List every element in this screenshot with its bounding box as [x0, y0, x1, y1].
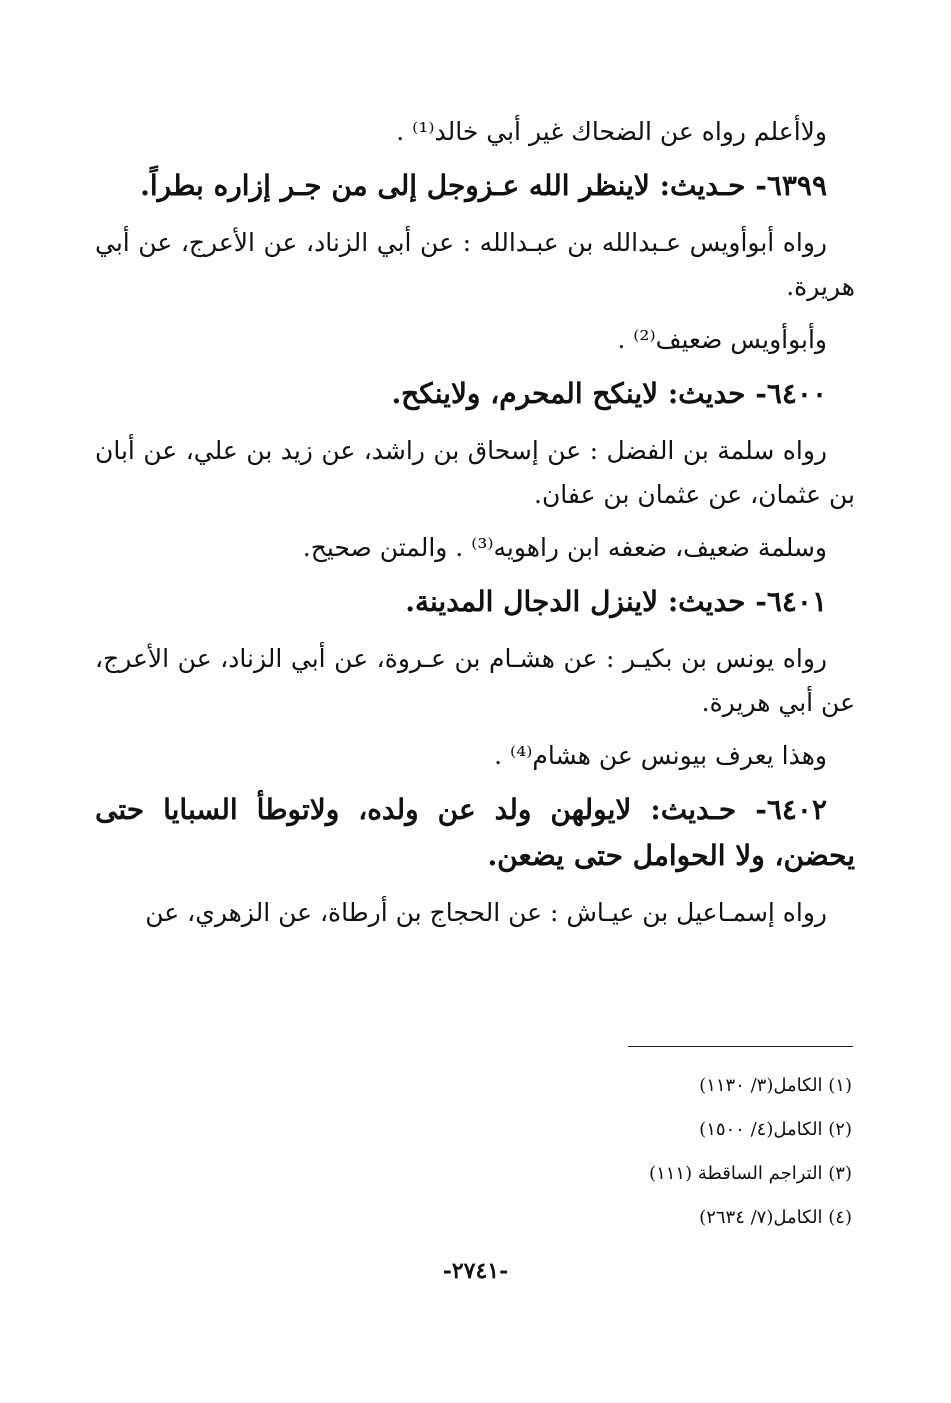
hadith-heading-6402: ٦٤٠٢- حـديث: لايولهن ولد عن ولده، ولاتوطأ السبايا حتى يحضن، ولا الحوامل حتى يضعن. — [95, 793, 855, 872]
hadith-heading-6401: ٦٤٠١- حديث: لاينزل الدجال المدينة. — [405, 585, 827, 618]
footnote-2: (٢) الكامل(٤/ ١٥٠٠) — [699, 1119, 852, 1140]
paragraph: رواه إسمـاعيل بن عيـاش : عن الحجاج بن أرطاة، عن الزهري، عن — [145, 898, 827, 927]
paragraph: رواه سلمة بن الفضل : عن إسحاق بن راشد، عن زيد بن علي، عن أبان بن عثمان، عن عثمان بن عفان. — [95, 436, 855, 509]
paragraph: رواه أبوأويس عـبدالله بن عبـدالله : عن أبي الزناد، عن الأعرج، عن أبي هريرة. — [95, 228, 855, 301]
hadith-heading-6400: ٦٤٠٠- حديث: لاينكح المحرم، ولاينكح. — [391, 377, 827, 410]
main-text — [95, 110, 855, 944]
footnote-1: (١) الكامل(٣/ ١١٣٠) — [699, 1075, 852, 1096]
paragraph: وسلمة ضعيف، ضعفه ابن راهويه⁽³⁾ . والمتن صحيح. — [302, 533, 827, 562]
footnote-4: (٤) الكامل(٧/ ٢٦٣٤) — [699, 1207, 852, 1228]
footnote-3: (٣) التراجم الساقطة (١١١) — [649, 1163, 852, 1184]
paragraph: رواه يونس بن بكيـر : عن هشـام بن عـروة، عن أبي الزناد، عن الأعرج، عن أبي هريرة. — [95, 644, 855, 717]
footnote-divider — [628, 1046, 853, 1047]
paragraph: ولاأعلم رواه عن الضحاك غير أبي خالد⁽¹⁾ . — [396, 117, 827, 146]
footnotes — [440, 1064, 852, 1240]
paragraph: وأبوأويس ضعيف⁽²⁾ . — [617, 325, 827, 354]
paragraph: وهذا يعرف بيونس عن هشام⁽⁴⁾ . — [494, 741, 827, 770]
page-number: -٢٧٤١- — [442, 1258, 509, 1284]
hadith-heading-6399: ٦٣٩٩- حـديث: لاينظر الله عـزوجل إلى من جـر إزاره بطراً. — [140, 169, 827, 202]
